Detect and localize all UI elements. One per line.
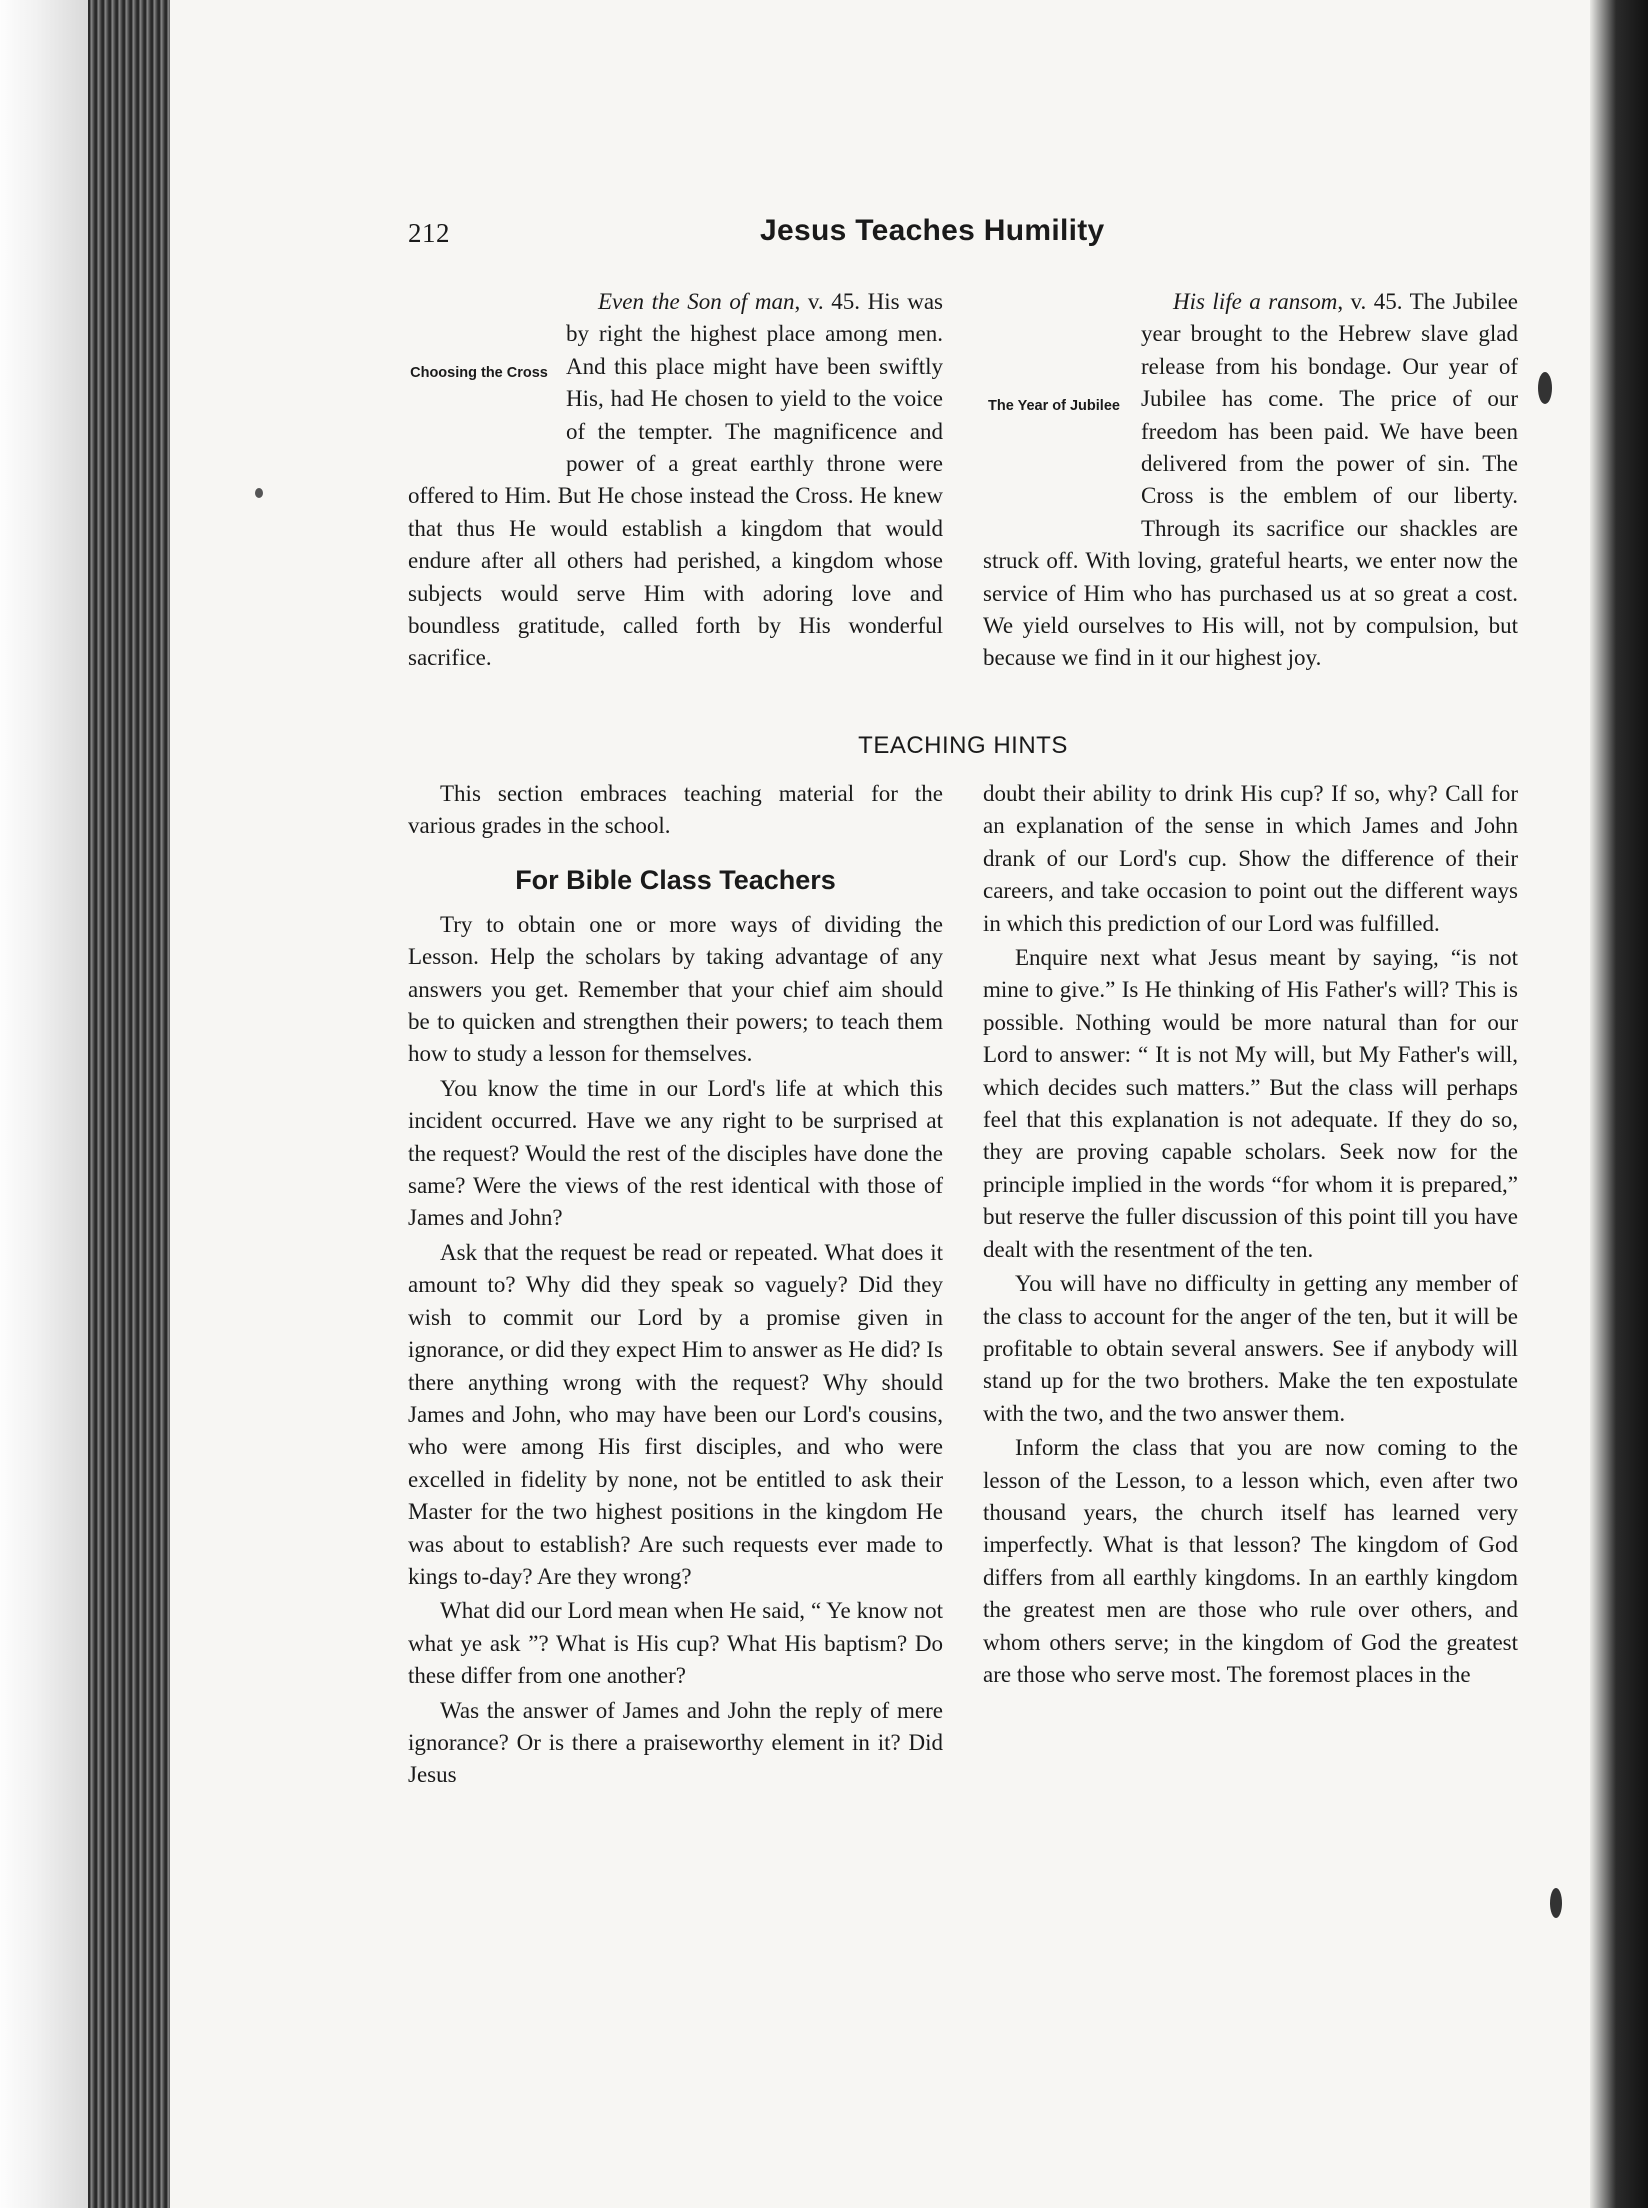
ink-speck — [1550, 1888, 1562, 1918]
bottom-left-column — [408, 778, 943, 1792]
book-page-edges — [88, 0, 170, 2208]
top-left-column — [408, 286, 943, 675]
paragraph: You know the time in our Lord's life at which this incident occurred. Have we any right to be surprised at the request? Would the rest of the disciples have done the same? Were the views of the rest identical with those of James and John? — [408, 1075, 943, 1231]
paragraph-text: , v. 45. The Jubilee year brought to the Hebrew slave glad release from his bondage. Our year of Jubilee has come. The price of our freedom has been paid. We have been delivered from the power of sin. The Cross is the emblem of our liberty. Through its sacrifice our shackles are struck off. With loving, grateful hearts, we enter now the service of Him who has purchased us at so great a cost. We yield ourselves to His will, not by compulsion, but because we find in it our highest joy. — [983, 289, 1519, 671]
ink-speck — [255, 488, 263, 498]
intro-paragraph: This section embraces teaching material for the various grades in the school. — [408, 781, 943, 839]
paragraph: Try to obtain one or more ways of dividing the Lesson. Help the scholars by taking advantage of any answers you get. Remember that your chief aim should be to quicken and strengthen their powers; to teach them how to study a lesson for themselves. — [408, 911, 943, 1067]
paragraph-text: , v. 45. His was by right the highest place among men. And this place might have been swiftly His, had He chosen to yield to the voice of the tempter. The magnificence and power of a great earthly throne were offered to Him. But He chose instead the Cross. He knew that thus He would establish a kingdom that would endure after all others had perished, a kingdom whose subjects would serve Him with adoring love and boundless gratitude, called forth by His wonderful sacrifice. — [408, 289, 943, 671]
paragraph: What did our Lord mean when He said, “ Ye know not what ye ask ”? What is His cup? What His baptism? Do these differ from one another? — [408, 1598, 943, 1689]
lead-phrase: Even the Son of man — [598, 289, 795, 314]
paragraph: Ask that the request be read or repeated. What does it amount to? Why did they speak so vaguely? Did they wish to commit our Lord by a promise given in ignorance, or did they expect Him to answer as He did? Is there anything wrong with the request? Why should James and John, who may have been our Lord's cousins, who were among His first disciples, and who were excelled in fidelity by none, not be entitled to ask their Master for the two highest positions in the kingdom He was about to establish? Are such requests ever made to kings to-day? Are they wrong? — [408, 1239, 943, 1589]
margin-note-year-of-jubilee: The Year of Jubilee — [988, 398, 1120, 414]
lead-phrase: His life a ransom — [1173, 289, 1338, 314]
book-right-edge — [1590, 0, 1648, 2208]
continued-paragraph: doubt their ability to drink His cup? If so, why? Call for an explanation of the sense in which James and John drank of our Lord's cup. Show the difference of their careers, and take occasion to point out the different ways in which this prediction of our Lord was fulfilled. — [983, 781, 1518, 936]
paragraph: Enquire next what Jesus meant by saying, “is not mine to give.” Is He thinking of His Father's will? This is possible. Nothing would be more natural than for our Lord to answer: “ It is not My will, but My Father's will, which decides such matters.” But the class will perhaps feel that this explanation is not adequate. If they do so, they are proving capable scholars. Seek now for the principle implied in the words “for whom it is prepared,” but reserve the fuller discussion of this point till you have dealt with the resentment of the ten. — [983, 945, 1518, 1262]
page-number: 212 — [408, 218, 450, 248]
section-heading-teaching-hints: TEACHING HINTS — [858, 732, 1068, 759]
bottom-right-column — [983, 778, 1518, 1691]
subheading-bible-class-teachers: For Bible Class Teachers — [515, 864, 836, 895]
paragraph — [408, 286, 943, 675]
paragraph: Inform the class that you are now coming to the lesson of the Lesson, to a lesson which, even after two thousand years, the church itself has learned very imperfectly. What is that lesson? The kingdom of God differs from all earthly kingdoms. In an earthly kingdom the greatest men are those who rule over others, and whom others serve; in the kingdom of God the greatest are those who serve most. The foremost places in the — [983, 1435, 1518, 1687]
paragraph — [983, 286, 1518, 675]
paragraph: Was the answer of James and John the reply of mere ignorance? Or is there a praiseworthy element in it? Did Jesus — [408, 1697, 943, 1788]
running-title: Jesus Teaches Humility — [760, 214, 1105, 247]
scanner-left-margin — [0, 0, 88, 2208]
ink-speck — [1538, 372, 1552, 404]
margin-note-choosing-the-cross: Choosing the Cross — [410, 365, 548, 381]
top-right-column — [983, 286, 1518, 675]
paragraph: You will have no difficulty in getting any member of the class to account for the anger of the ten, but it will be profitable to obtain several answers. See if anybody will stand up for the two brothers. Make the ten expostulate with the two, and the two answer them. — [983, 1271, 1518, 1426]
